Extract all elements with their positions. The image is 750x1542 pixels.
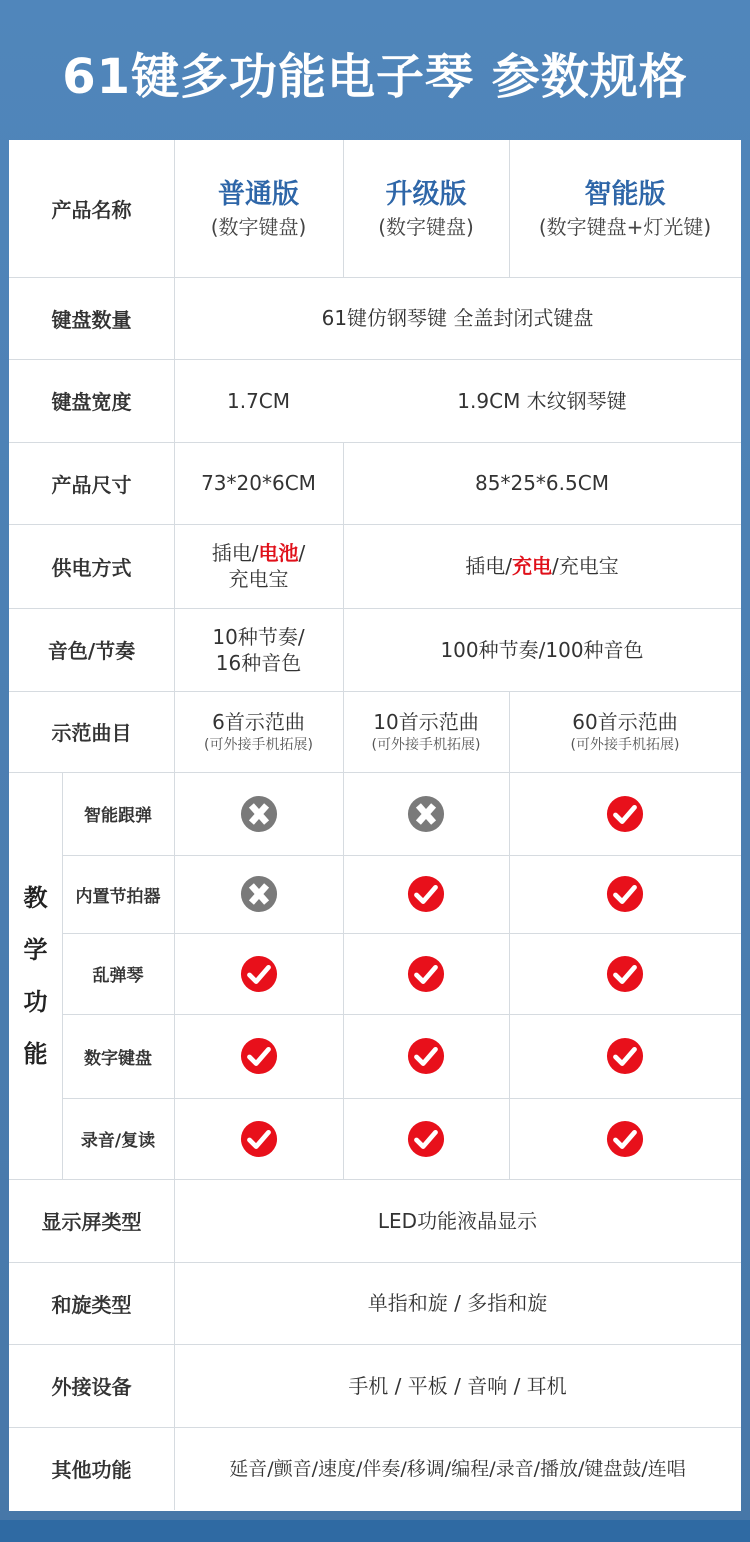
teaching-mark-5-smart [509,1098,741,1179]
row-label-power: 供电方式 [51,555,132,580]
teaching-label-numeric: 数字键盘 [84,1048,152,1069]
tone-other: 100种节奏/100种音色 [440,637,644,662]
teaching-mark-5-upgrade [343,1098,509,1179]
power-basic-plug: 插电/ [211,541,259,565]
demo-basic [174,691,343,772]
demo-upgrade-count: 10首示范曲 [373,709,479,734]
red-check-circle-icon [407,1037,445,1075]
row-label-display: 显示屏类型 [41,1210,142,1234]
column-smart-name: 智能版 [584,178,666,210]
teaching-mark-5-basic [174,1098,343,1179]
width-other: 1.9CM 木纹钢琴键 [457,388,627,413]
width-basic: 1.7CM [226,388,291,413]
column-upgrade-sub: (数字键盘) [378,214,474,239]
power-basic [174,524,343,608]
column-upgrade-name: 升级版 [385,178,467,210]
power-other-charge: 充电 [512,554,552,578]
teaching-label-record: 录音/复读 [80,1131,156,1151]
teaching-label-follow: 智能跟弹 [84,806,152,826]
row-label-chord: 和旋类型 [51,1292,132,1317]
row-label-demo: 示范曲目 [51,721,132,745]
keys-value: 61键仿钢琴键 全盖封闭式键盘 [321,306,594,330]
power-basic-slash: / [298,541,306,565]
teaching-mark-4-basic [174,1014,343,1098]
red-check-circle-icon [240,1120,278,1158]
power-other-powerbank: /充电宝 [552,554,619,578]
teaching-mark-1-basic [174,772,343,855]
page-title: 61键多功能电子琴 参数规格 [62,49,688,105]
red-check-circle-icon [240,1037,278,1075]
teaching-mark-2-upgrade [343,855,509,933]
teaching-group-label [24,872,48,1080]
power-basic-powerbank: 充电宝 [228,567,289,591]
size-other: 85*25*6.5CM [475,471,609,495]
teaching-label-freeplay: 乱弹琴 [92,966,144,986]
gray-x-circle-icon [240,875,278,913]
teaching-mark-2-smart [509,855,741,933]
teaching-mark-4-smart [509,1014,741,1098]
tone-basic-voices: 16种音色 [215,650,302,675]
row-label-devices: 外接设备 [51,1375,132,1399]
demo-upgrade [343,691,509,772]
red-check-circle-icon [606,795,644,833]
gray-x-circle-icon [407,795,445,833]
power-basic-battery: 电池 [258,541,299,565]
row-label-size: 产品尺寸 [51,472,132,497]
teaching-mark-1-smart [509,772,741,855]
teaching-mark-3-upgrade [343,933,509,1014]
chord-value: 单指和旋 / 多指和旋 [367,1291,548,1315]
devices-value: 手机 / 平板 / 音响 / 耳机 [348,1373,567,1398]
demo-smart [509,691,741,772]
tone-basic-rhythm: 10种节奏/ [212,624,305,649]
red-check-circle-icon [606,875,644,913]
header-basic [174,140,343,277]
teaching-char-3: 功 [23,987,48,1016]
bottom-strip [0,1520,750,1542]
red-check-circle-icon [606,955,644,993]
teaching-mark-4-upgrade [343,1014,509,1098]
row-label-other: 其他功能 [51,1458,132,1482]
red-check-circle-icon [606,1120,644,1158]
power-other [343,524,741,608]
red-check-circle-icon [407,875,445,913]
teaching-mark-3-basic [174,933,343,1014]
demo-smart-count: 60首示范曲 [572,709,678,734]
teaching-mark-3-smart [509,933,741,1014]
teaching-char-2: 学 [23,935,48,964]
red-check-circle-icon [606,1037,644,1075]
header-smart [509,140,741,277]
display-value: LED功能液晶显示 [377,1208,538,1233]
demo-upgrade-note: (可外接手机拓展) [371,736,481,753]
teaching-mark-1-upgrade [343,772,509,855]
demo-basic-note: (可外接手机拓展) [204,736,313,753]
row-label-keys: 键盘数量 [51,307,132,332]
spec-table [9,140,741,1511]
column-basic-name: 普通版 [218,178,299,210]
red-check-circle-icon [407,955,445,993]
header-upgrade [343,140,509,277]
row-label-width: 键盘宽度 [51,390,132,414]
teaching-char-4: 能 [23,1039,48,1068]
demo-smart-note: (可外接手机拓展) [570,736,680,753]
size-basic: 73*20*6CM [201,471,316,495]
other-value: 延音/颤音/速度/伴奏/移调/编程/录音/播放/键盘鼓/连唱 [229,1457,686,1480]
row-label-tone: 音色/节奏 [47,639,136,663]
teaching-label-metronome: 内置节拍器 [75,886,161,907]
power-other-plug: 插电/ [465,554,512,578]
column-smart-sub: (数字键盘+灯光键) [538,214,712,239]
header-label: 产品名称 [51,198,132,222]
red-check-circle-icon [240,955,278,993]
teaching-mark-2-basic [174,855,343,933]
gray-x-circle-icon [240,795,278,833]
tone-basic [174,608,343,691]
demo-basic-count: 6首示范曲 [212,709,305,734]
teaching-char-1: 教 [23,883,48,912]
red-check-circle-icon [407,1120,445,1158]
column-basic-sub: (数字键盘) [210,214,307,239]
